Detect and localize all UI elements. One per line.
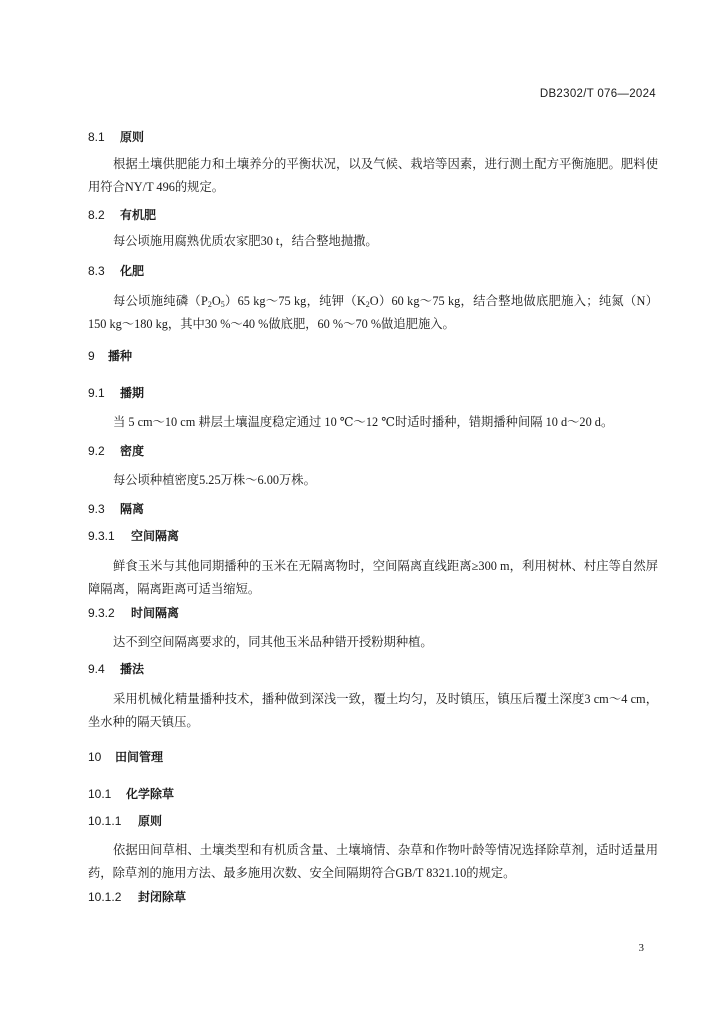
heading-title: 田间管理	[115, 750, 164, 764]
page-number: 3	[638, 942, 644, 954]
heading-title: 化肥	[120, 264, 145, 278]
text-run: ）65 kg～75 kg，纯钾（K	[224, 294, 366, 308]
heading-number: 10	[88, 750, 102, 764]
heading-number: 9.3.1	[88, 529, 115, 543]
heading-number: 9	[88, 349, 95, 363]
heading-number: 10.1.2	[88, 890, 122, 904]
paragraph-9-4: 采用机械化精量播种技术，播种做到深浅一致，覆土均匀，及时镇压，镇压后覆土深度3 cm～4 cm，坐水种的隔天镇压。	[88, 692, 658, 729]
heading-10-1	[88, 786, 658, 802]
text-run: O	[211, 294, 221, 308]
heading-9-4	[88, 661, 658, 677]
heading-title: 播法	[120, 662, 145, 676]
heading-9-2	[88, 443, 658, 459]
heading-title: 化学除草	[126, 787, 175, 801]
heading-9-3-1	[88, 528, 658, 544]
heading-title: 时间隔离	[131, 606, 180, 620]
paragraph-9-2: 每公顷种植密度5.25万株～6.00万株。	[113, 473, 316, 487]
heading-10-1-1	[88, 813, 658, 829]
heading-number: 9.3	[88, 502, 105, 516]
subscript: 5	[220, 300, 225, 309]
heading-title: 隔离	[120, 502, 145, 516]
heading-number: 8.1	[88, 130, 105, 144]
heading-number: 9.1	[88, 386, 105, 400]
heading-title: 原则	[120, 130, 145, 144]
paragraph-9-3-1: 鲜食玉米与其他同期播种的玉米在无隔离物时，空间隔离直线距离≥300 m，利用树林、村庄等自然屏障隔离，隔离距离可适当缩短。	[88, 559, 658, 596]
heading-number: 9.2	[88, 444, 105, 458]
text-run: 每公顷施纯磷（P	[113, 294, 208, 308]
subscript: 2	[365, 300, 370, 309]
heading-title: 封闭除草	[138, 890, 187, 904]
paragraph-8-1: 根据土壤供肥能力和土壤养分的平衡状况，以及气候、栽培等因素，进行测土配方平衡施肥。肥料使用符合NY/T 496的规定。	[88, 157, 658, 194]
heading-8-3	[88, 263, 658, 279]
heading-title: 密度	[120, 444, 145, 458]
heading-number: 10.1.1	[88, 814, 122, 828]
heading-10-1-2	[88, 889, 658, 905]
heading-number: 10.1	[88, 787, 112, 801]
heading-9-1	[88, 385, 658, 401]
heading-number: 8.2	[88, 208, 105, 222]
heading-10	[88, 749, 658, 765]
heading-8-2	[88, 207, 658, 223]
heading-title: 原则	[138, 814, 163, 828]
heading-9-3	[88, 501, 658, 517]
document-code: DB2302/T 076—2024	[539, 88, 656, 100]
heading-title: 播期	[120, 386, 145, 400]
text-run: O）60 kg～75 kg，结合整地做底肥施入；纯氮（N）150 kg～180 kg，其中30 %～40 %做底肥，60 %～70 %做追肥施入。	[88, 294, 659, 331]
heading-title: 空间隔离	[131, 529, 180, 543]
heading-number: 9.3.2	[88, 606, 115, 620]
heading-title: 播种	[108, 349, 133, 363]
paragraph-8-3	[88, 290, 658, 336]
heading-number: 9.4	[88, 662, 105, 676]
paragraph-8-2: 每公顷施用腐熟优质农家肥30 t，结合整地抛撒。	[113, 234, 378, 248]
heading-title: 有机肥	[120, 208, 157, 222]
heading-9-3-2	[88, 605, 658, 621]
subscript: 2	[207, 300, 212, 309]
heading-8-1	[88, 129, 658, 145]
heading-number: 8.3	[88, 264, 105, 278]
paragraph-9-1: 当 5 cm～10 cm 耕层土壤温度稳定通过 10 ℃～12 ℃时适时播种，错期播种间隔 10 d～20 d。	[113, 415, 614, 429]
heading-9	[88, 348, 658, 364]
paragraph-9-3-2: 达不到空间隔离要求的，同其他玉米品种错开授粉期种植。	[113, 635, 433, 649]
paragraph-10-1-1: 依据田间草相、土壤类型和有机质含量、土壤墒情、杂草和作物叶龄等情况选择除草剂，适时适量用药，除草剂的施用方法、最多施用次数、安全间隔期符合GB/T 8321.10的规定。	[88, 843, 658, 880]
